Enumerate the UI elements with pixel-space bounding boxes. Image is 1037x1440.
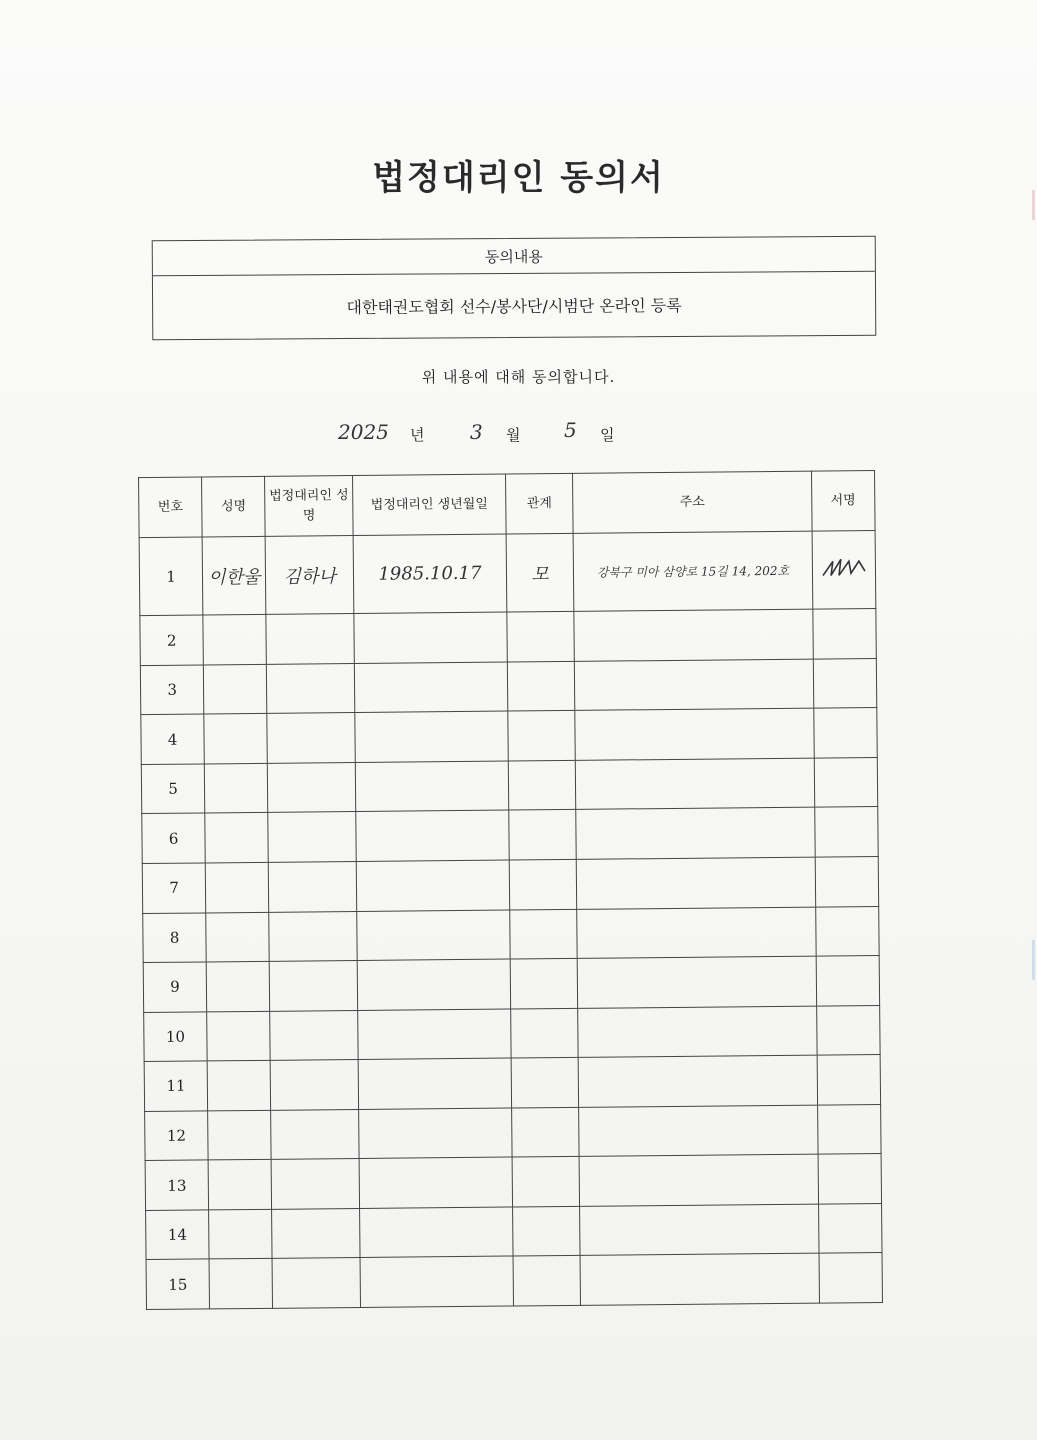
page-edge-mark bbox=[1032, 940, 1035, 980]
row-guardian-name bbox=[272, 1208, 360, 1258]
row-number: 4 bbox=[141, 714, 205, 764]
row-name bbox=[206, 961, 270, 1011]
row-name bbox=[207, 1011, 271, 1061]
table-row bbox=[141, 708, 877, 765]
row-guardian-birth: 1985.10.17 bbox=[353, 534, 507, 614]
row-signature bbox=[818, 1154, 882, 1204]
row-guardian-birth bbox=[354, 662, 507, 713]
table-row bbox=[144, 1005, 880, 1062]
table-row bbox=[141, 757, 877, 814]
row-address bbox=[575, 659, 814, 711]
row-name bbox=[204, 763, 268, 813]
row-signature bbox=[818, 1203, 882, 1253]
row-number: 10 bbox=[144, 1012, 208, 1062]
row-relation bbox=[508, 760, 576, 810]
row-relation: 모 bbox=[506, 533, 574, 612]
row-guardian-name bbox=[267, 663, 355, 713]
row-guardian-name bbox=[269, 861, 357, 911]
row-number: 7 bbox=[142, 863, 206, 913]
table-row bbox=[146, 1203, 882, 1260]
row-name bbox=[205, 862, 269, 912]
header-guardian-birth: 법정대리인 생년월일 bbox=[353, 474, 506, 535]
row-address bbox=[576, 808, 815, 860]
row-guardian-name bbox=[272, 1258, 360, 1308]
row-guardian-birth bbox=[357, 910, 510, 961]
row-signature bbox=[814, 708, 878, 758]
row-name bbox=[205, 813, 269, 863]
table-row bbox=[145, 1154, 881, 1211]
table-row bbox=[142, 856, 878, 913]
handwritten-signature bbox=[819, 555, 869, 579]
row-name bbox=[209, 1259, 273, 1309]
row-guardian-name bbox=[271, 1060, 359, 1110]
row-guardian-name bbox=[267, 713, 355, 763]
row-guardian-birth bbox=[356, 860, 509, 911]
row-guardian-birth bbox=[359, 1108, 512, 1159]
date-day: 5 bbox=[564, 418, 577, 442]
row-relation bbox=[507, 661, 575, 711]
guardian-table bbox=[138, 470, 883, 1310]
row-guardian-name bbox=[270, 961, 358, 1011]
row-guardian-name bbox=[268, 812, 356, 862]
header-number: 번호 bbox=[139, 477, 203, 538]
header-address: 주소 bbox=[573, 471, 812, 533]
row-guardian-name bbox=[269, 911, 357, 961]
table-row bbox=[140, 658, 876, 715]
row-number: 11 bbox=[144, 1061, 208, 1111]
row-relation bbox=[511, 1058, 579, 1108]
row-name bbox=[209, 1209, 273, 1259]
table-row bbox=[143, 956, 879, 1013]
row-guardian-name bbox=[266, 614, 354, 664]
table-row bbox=[143, 906, 879, 963]
row-address bbox=[575, 708, 814, 760]
table-header-row bbox=[139, 471, 876, 538]
row-guardian-name bbox=[271, 1109, 359, 1159]
date-month: 3 bbox=[470, 420, 483, 444]
row-number: 5 bbox=[141, 764, 205, 814]
row-relation bbox=[510, 909, 578, 959]
row-name bbox=[203, 615, 267, 665]
row-guardian-birth bbox=[354, 612, 507, 663]
row-guardian-birth bbox=[359, 1157, 512, 1208]
row-address bbox=[579, 1154, 818, 1206]
row-number: 14 bbox=[146, 1210, 210, 1260]
row-relation bbox=[511, 1008, 579, 1058]
row-address bbox=[580, 1253, 819, 1305]
row-number: 12 bbox=[145, 1111, 209, 1161]
row-number: 2 bbox=[140, 615, 204, 665]
table-row bbox=[139, 531, 876, 616]
row-address bbox=[578, 1055, 817, 1107]
row-name bbox=[204, 664, 268, 714]
row-guardian-birth bbox=[358, 1058, 511, 1109]
row-relation bbox=[507, 612, 575, 662]
row-address bbox=[580, 1204, 819, 1256]
row-relation bbox=[510, 958, 578, 1008]
row-name bbox=[204, 714, 268, 764]
row-relation bbox=[512, 1107, 580, 1157]
row-address bbox=[577, 907, 816, 959]
row-guardian-birth bbox=[358, 1009, 511, 1060]
row-number: 3 bbox=[140, 665, 204, 715]
document-title: 법정대리인 동의서 bbox=[372, 158, 665, 198]
row-signature bbox=[814, 757, 878, 807]
row-guardian-birth bbox=[360, 1207, 513, 1258]
row-address bbox=[574, 609, 813, 661]
header-relation: 관계 bbox=[505, 473, 573, 534]
row-relation bbox=[513, 1256, 581, 1306]
table-row bbox=[145, 1104, 881, 1161]
consent-text: 대한태권도협회 선수/봉사단/시범단 온라인 등록 bbox=[346, 295, 682, 317]
row-guardian-birth bbox=[360, 1256, 513, 1307]
consent-box bbox=[152, 236, 877, 340]
row-address bbox=[577, 956, 816, 1008]
row-number: 1 bbox=[139, 537, 203, 616]
header-signature: 서명 bbox=[811, 471, 875, 532]
date-month-unit: 월 bbox=[506, 426, 521, 444]
row-signature bbox=[815, 906, 879, 956]
date-day-unit: 일 bbox=[600, 426, 615, 444]
date-year-unit: 년 bbox=[410, 426, 425, 444]
row-signature bbox=[814, 807, 878, 857]
consent-statement: 위 내용에 대해 동의합니다. bbox=[421, 368, 616, 386]
row-signature bbox=[813, 609, 877, 659]
row-name bbox=[208, 1110, 272, 1160]
row-relation bbox=[509, 810, 577, 860]
row-signature bbox=[816, 956, 880, 1006]
row-guardian-birth bbox=[355, 711, 508, 762]
date-year: 2025 bbox=[338, 420, 389, 444]
header-name: 성명 bbox=[202, 476, 266, 537]
row-guardian-name: 김하나 bbox=[265, 536, 353, 615]
row-address bbox=[575, 758, 814, 810]
row-guardian-name bbox=[268, 762, 356, 812]
row-relation bbox=[512, 1157, 580, 1207]
row-number: 8 bbox=[143, 912, 207, 962]
row-guardian-birth bbox=[356, 810, 509, 861]
table-row bbox=[142, 807, 878, 864]
row-signature bbox=[817, 1104, 881, 1154]
row-guardian-name bbox=[271, 1159, 359, 1209]
row-number: 9 bbox=[143, 962, 207, 1012]
row-name bbox=[206, 912, 270, 962]
row-signature bbox=[817, 1055, 881, 1105]
row-number: 6 bbox=[142, 813, 206, 863]
date-row bbox=[330, 418, 650, 454]
row-address bbox=[579, 1105, 818, 1157]
row-name bbox=[208, 1160, 272, 1210]
row-relation bbox=[509, 859, 577, 909]
row-guardian-birth bbox=[355, 761, 508, 812]
row-signature bbox=[819, 1253, 883, 1303]
table-row bbox=[144, 1055, 880, 1112]
row-signature bbox=[813, 658, 877, 708]
consent-header: 동의내용 bbox=[153, 237, 875, 276]
row-name bbox=[207, 1060, 271, 1110]
row-signature bbox=[812, 531, 876, 610]
table-row bbox=[140, 609, 876, 666]
row-number: 15 bbox=[146, 1259, 210, 1309]
row-address bbox=[578, 1006, 817, 1058]
row-address: 강북구 미아 삼양로 15길 14, 202호 bbox=[573, 531, 812, 612]
row-name: 이한울 bbox=[202, 536, 266, 615]
row-relation bbox=[512, 1206, 580, 1256]
row-relation bbox=[508, 711, 576, 761]
row-address bbox=[576, 857, 815, 909]
row-signature bbox=[815, 856, 879, 906]
table-row bbox=[146, 1253, 882, 1310]
row-guardian-name bbox=[270, 1010, 358, 1060]
row-guardian-birth bbox=[357, 959, 510, 1010]
header-guardian-name: 법정대리인 성명 bbox=[265, 476, 353, 537]
row-number: 13 bbox=[145, 1160, 209, 1210]
row-signature bbox=[816, 1005, 880, 1055]
